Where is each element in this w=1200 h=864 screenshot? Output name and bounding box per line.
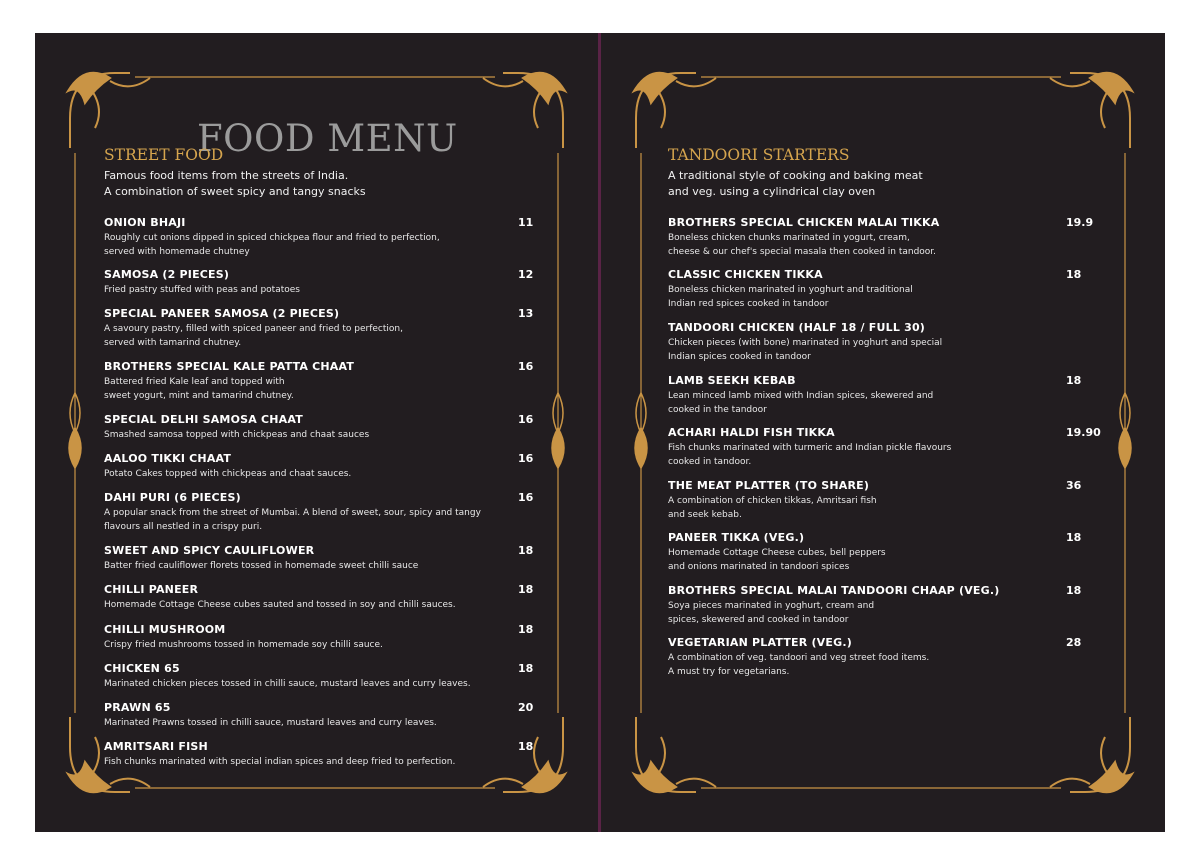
- item-name: BROTHERS SPECIAL KALE PATTA CHAAT: [104, 360, 355, 373]
- item-price: 16: [518, 360, 534, 373]
- item-description: A combination of chicken tikkas, Amritsari fish and seek kebab.: [668, 496, 877, 520]
- item-name: AALOO TIKKI CHAAT: [104, 452, 232, 465]
- item-name: AMRITSARI FISH: [104, 740, 208, 753]
- item-name: TANDOORI CHICKEN (HALF 18 / FULL 30): [668, 321, 926, 334]
- item-name: PANEER TIKKA (VEG.): [668, 531, 805, 544]
- item-price: 11: [518, 216, 534, 229]
- section-description-line: and veg. using a cylindrical clay oven: [668, 185, 876, 198]
- item-name: CHICKEN 65: [104, 662, 180, 675]
- item-price: 19.9: [1066, 216, 1094, 229]
- item-description: Homemade Cottage Cheese cubes, bell peppers and onions marinated in tandoori spices: [668, 548, 886, 572]
- item-name: SAMOSA (2 PIECES): [104, 268, 230, 281]
- right-menu-page: [601, 33, 1165, 832]
- item-price: 12: [518, 268, 534, 281]
- section-description-line: A traditional style of cooking and baking meat: [668, 169, 923, 182]
- item-description: Boneless chicken marinated in yoghurt and traditional Indian red spices cooked in tandoor: [668, 285, 913, 309]
- item-description: A savoury pastry, filled with spiced paneer and fried to perfection, served with tamarind chutney.: [104, 324, 403, 348]
- item-name: BROTHERS SPECIAL CHICKEN MALAI TIKKA: [668, 216, 940, 229]
- item-name: PRAWN 65: [104, 701, 171, 714]
- item-name: ONION BHAJI: [104, 216, 186, 229]
- item-price: 18: [1066, 374, 1082, 387]
- item-description: Marinated chicken pieces tossed in chilli sauce, mustard leaves and curry leaves.: [104, 679, 471, 689]
- item-name: BROTHERS SPECIAL MALAI TANDOORI CHAAP (VEG.): [668, 584, 1000, 597]
- section-title-tandoori-starters: TANDOORI STARTERS: [668, 146, 850, 164]
- item-description: Batter fried cauliflower florets tossed in homemade sweet chilli sauce: [104, 561, 419, 571]
- item-price: 18: [1066, 531, 1082, 544]
- item-price: 13: [518, 307, 534, 320]
- item-price: 18: [518, 740, 534, 753]
- item-price: 16: [518, 413, 534, 426]
- item-description: Roughly cut onions dipped in spiced chickpea flour and fried to perfection, served with homemade chutney: [104, 233, 440, 257]
- item-price: 18: [1066, 268, 1082, 281]
- item-name: CLASSIC CHICKEN TIKKA: [668, 268, 823, 281]
- item-name: CHILLI MUSHROOM: [104, 623, 226, 636]
- item-description: Smashed samosa topped with chickpeas and chaat sauces: [104, 430, 370, 440]
- item-price: 18: [1066, 584, 1082, 597]
- item-description: Fish chunks marinated with special indian spices and deep fried to perfection.: [104, 757, 456, 767]
- item-name: THE MEAT PLATTER (TO SHARE): [668, 479, 870, 492]
- item-name: ACHARI HALDI FISH TIKKA: [668, 426, 835, 439]
- section-description-line: Famous food items from the streets of India.: [104, 169, 349, 182]
- item-price: 28: [1066, 636, 1082, 649]
- item-price: 16: [518, 491, 534, 504]
- item-name: VEGETARIAN PLATTER (VEG.): [668, 636, 852, 649]
- item-name: SPECIAL PANEER SAMOSA (2 PIECES): [104, 307, 340, 320]
- item-name: DAHI PURI (6 PIECES): [104, 491, 241, 504]
- item-description: Homemade Cottage Cheese cubes sauted and tossed in soy and chilli sauces.: [104, 600, 456, 610]
- item-price: 18: [518, 662, 534, 675]
- item-price: 36: [1066, 479, 1082, 492]
- item-description: A combination of veg. tandoori and veg street food items. A must try for vegetarians.: [668, 653, 930, 677]
- section-title-street-food: STREET FOOD: [104, 146, 224, 164]
- item-price: 18: [518, 544, 534, 557]
- section-description: [668, 168, 923, 200]
- item-name: CHILLI PANEER: [104, 583, 199, 596]
- menu-title: FOOD MENU: [197, 117, 458, 160]
- section-description-line: A combination of sweet spicy and tangy snacks: [104, 185, 366, 198]
- item-description: Battered fried Kale leaf and topped with sweet yogurt, mint and tamarind chutney.: [104, 377, 294, 401]
- item-description: Potato Cakes topped with chickpeas and chaat sauces.: [104, 469, 352, 479]
- item-description: Boneless chicken chunks marinated in yogurt, cream, cheese & our chef's special masala then cooked in tandoor.: [668, 233, 937, 257]
- item-price: 16: [518, 452, 534, 465]
- item-description: Fish chunks marinated with turmeric and Indian pickle flavours cooked in tandoor.: [668, 443, 952, 467]
- item-name: SPECIAL DELHI SAMOSA CHAAT: [104, 413, 303, 426]
- item-description: Soya pieces marinated in yoghurt, cream and spices, skewered and cooked in tandoor: [668, 601, 875, 625]
- item-price: 18: [518, 583, 534, 596]
- left-menu-page: [35, 33, 598, 832]
- item-name: LAMB SEEKH KEBAB: [668, 374, 796, 387]
- item-price: 19.90: [1066, 426, 1101, 439]
- item-name: SWEET AND SPICY CAULIFLOWER: [104, 544, 315, 557]
- item-description: Fried pastry stuffed with peas and potatoes: [104, 285, 300, 295]
- section-description: [104, 168, 366, 200]
- item-description: Chicken pieces (with bone) marinated in yoghurt and special Indian spices cooked in tandoor: [668, 338, 943, 362]
- item-description: Crispy fried mushrooms tossed in homemade soy chilli sauce.: [104, 640, 383, 650]
- item-description: Marinated Prawns tossed in chilli sauce, mustard leaves and curry leaves.: [104, 718, 437, 728]
- item-price: 20: [518, 701, 534, 714]
- item-description: Lean minced lamb mixed with Indian spices, skewered and cooked in the tandoor: [668, 391, 934, 415]
- item-description: A popular snack from the street of Mumbai. A blend of sweet, sour, spicy and tangy flavours all nestled in a crispy puri.: [104, 508, 481, 532]
- item-price: 18: [518, 623, 534, 636]
